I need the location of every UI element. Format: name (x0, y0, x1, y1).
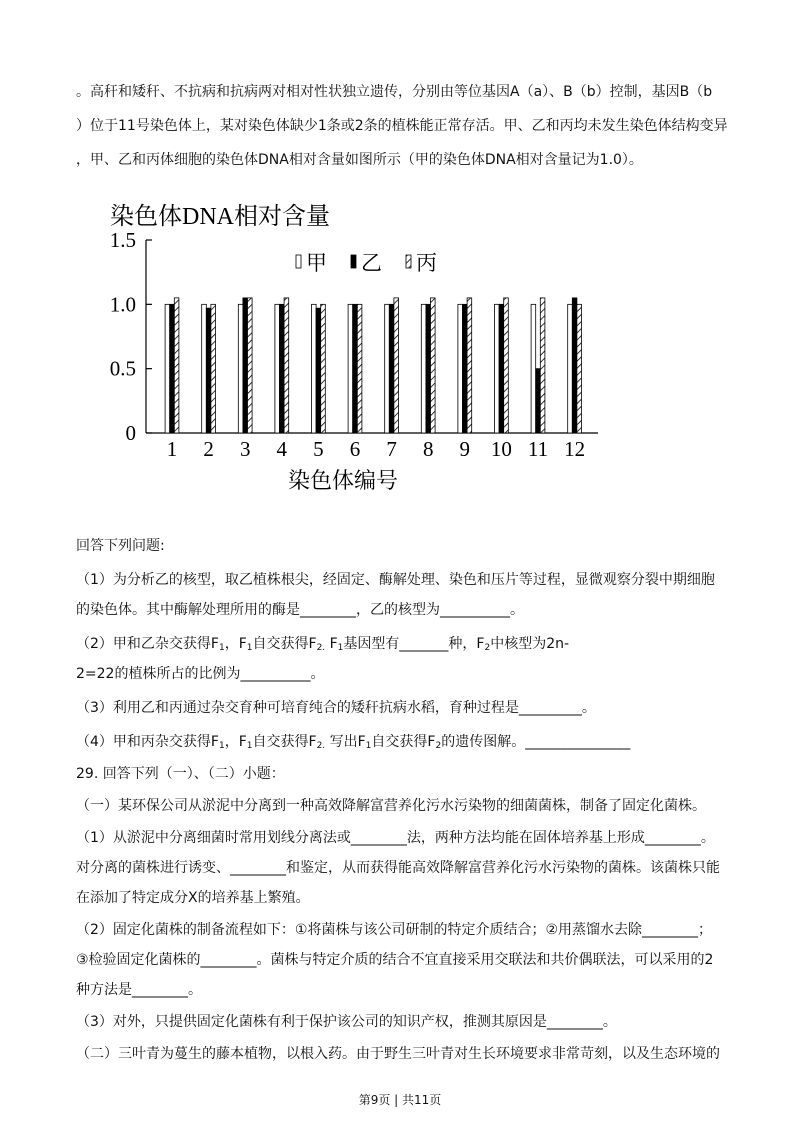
part1-q3: （3）对外，只提供固定化菌株有利于保护该公司的知识产权，推测其原因是________。 (76, 1014, 617, 1030)
legend-label: 甲 (306, 251, 327, 275)
bar-chr7-series-2 (389, 304, 394, 433)
bar-chr7-series-3 (394, 298, 399, 433)
x-tick-label: 11 (527, 437, 549, 461)
bar-chr2-series-2 (206, 308, 211, 433)
q2-line-2: 2=22的植株所占的比例为__________。 (76, 666, 325, 682)
legend-swatch (406, 255, 411, 268)
q4: （4）甲和丙杂交获得$F_1$，$F_1$自交获得$F_{2.}$ 写出$F_1$自交获得$F_2$的遗传图解。_______________ (76, 734, 631, 751)
questions-intro: 回答下列问题: (76, 538, 165, 554)
part1-q2-line-1: （2）固定化菌株的制备流程如下：①将菌株与该公司研制的特定介质结合；②用蒸馏水去除________； (76, 922, 713, 938)
x-tick-label: 8 (422, 437, 434, 461)
bar-chr9-series-2 (463, 304, 468, 433)
q3: （3）利用乙和丙通过杂交育种可培育纯合的矮秆抗病水稻，育种过程是_________。 (76, 700, 596, 716)
bar-chr4-series-1 (275, 304, 280, 433)
bar-chr1-series-2 (170, 304, 175, 433)
bar-chr5-series-1 (312, 304, 317, 433)
legend-swatch (351, 255, 356, 268)
part1-q1-line-3: 在添加了特定成分X的培养基上繁殖。 (76, 890, 310, 906)
bar-chr7-series-1 (385, 304, 390, 433)
bar-chr2-series-3 (211, 304, 216, 433)
part1-q2-line-3: 种方法是________。 (76, 982, 202, 998)
bar-chr5-series-2 (316, 308, 321, 433)
bar-chr10-series-3 (504, 298, 509, 433)
bar-chr6-series-2 (353, 304, 358, 433)
bar-chr9-series-3 (467, 298, 472, 433)
legend-label: 乙 (361, 251, 382, 275)
chart-title: 染色体DNA相对含量 (110, 204, 330, 230)
question-29: 29. 回答下列（一）、（二）小题： (76, 766, 285, 782)
x-tick-label: 7 (386, 437, 397, 461)
bar-chr10-series-2 (499, 304, 504, 433)
bar-chr9-series-1 (458, 304, 463, 433)
part2-intro: （二）三叶青为蔓生的藤本植物，以根入药。由于野生三叶青对生长环境要求非常苛刻，以及生态环境的 (76, 1046, 720, 1062)
bar-chr1-series-3 (174, 298, 179, 433)
dna-bar-chart (88, 192, 608, 502)
bar-chr11-series-3 (540, 298, 545, 433)
x-tick-label: 10 (490, 437, 512, 461)
bar-chr4-series-3 (284, 298, 289, 433)
page-footer: 第9页 | 共11页 (358, 1093, 442, 1107)
y-tick-label: 1.5 (109, 228, 136, 252)
bar-chr3-series-1 (238, 304, 243, 433)
part1-q1-line-1: （1）从淤泥中分离细菌时常用划线分离法或________法，两种方法均能在固体培养基上形成________。 (76, 830, 715, 846)
bar-chr6-series-1 (348, 304, 353, 433)
x-tick-label: 3 (239, 437, 251, 461)
x-tick-label: 4 (276, 437, 288, 461)
part1-q1-line-2: 对分离的菌株进行诱变、________和鉴定，从而获得能高效降解富营养化污水污染物的菌株。该菌株只能 (76, 860, 720, 876)
part1-intro: （一）某环保公司从淤泥中分离到一种高效降解富营养化污水污染物的细菌菌株，制备了固定化菌株。 (76, 798, 706, 814)
legend-swatch (296, 255, 301, 268)
bar-chr8-series-1 (421, 304, 426, 433)
bar-chr10-series-1 (495, 304, 500, 433)
legend-label: 丙 (416, 251, 437, 275)
bar-chr4-series-2 (280, 304, 285, 433)
bar-chr1-series-1 (165, 304, 170, 433)
bar-chr8-series-2 (426, 304, 431, 433)
x-tick-label: 12 (564, 437, 586, 461)
x-axis-label: 染色体编号 (288, 468, 399, 493)
bar-chr6-series-3 (357, 304, 362, 433)
bar-chr12-series-3 (577, 304, 582, 433)
q1-line-1: （1）为分析乙的核型，取乙植株根尖，经固定、酶解处理、染色和压片等过程，显微观察分裂中期细胞 (76, 572, 715, 588)
x-tick-label: 9 (459, 437, 471, 461)
bar-chr3-series-3 (248, 298, 253, 433)
x-tick-label: 1 (166, 437, 178, 461)
q2-line-1: （2）甲和乙杂交获得$F_1$，$F_1$自交获得$F_{2.}$ $F_1$基因型有_______种，$F_2$中核型为2n- (76, 636, 570, 653)
intro-line-3: ，甲、乙和丙体细胞的染色体DNA相对含量如图所示（甲的染色体DNA相对含量记为1.0）。 (76, 152, 643, 168)
y-tick-label: 1.0 (109, 292, 136, 317)
bar-chr12-series-2 (572, 298, 577, 433)
bar-chr2-series-1 (202, 304, 207, 433)
y-tick-label: 0.5 (109, 356, 136, 381)
q1-line-2: 的染色体。其中酶解处理所用的酶是________，乙的核型为__________。 (76, 602, 524, 618)
x-tick-label: 5 (313, 437, 324, 461)
intro-line-2: ）位于11号染色体上，某对染色体缺少1条或2条的植株能正常存活。甲、乙和丙均未发生染色体结构变异 (76, 118, 728, 134)
bar-chr8-series-3 (431, 298, 436, 433)
bar-chr11-series-2 (536, 369, 541, 433)
bar-chr11-series-1 (531, 304, 536, 433)
bar-chr3-series-2 (243, 298, 248, 433)
part1-q2-line-2: ③检验固定化菌株的________。菌株与特定介质的结合不宜直接采用交联法和共价偶联法，可以采用的2 (76, 952, 714, 968)
bar-chr5-series-3 (321, 304, 326, 433)
y-tick-label: 0 (125, 421, 136, 445)
intro-line-1: 。高秆和矮秆、不抗病和抗病两对相对性状独立遗传，分别由等位基因A（a）、B（b）控制，基因B（b (76, 84, 713, 100)
x-tick-label: 2 (203, 437, 214, 461)
bar-chr12-series-1 (568, 304, 573, 433)
x-tick-label: 6 (349, 437, 361, 461)
